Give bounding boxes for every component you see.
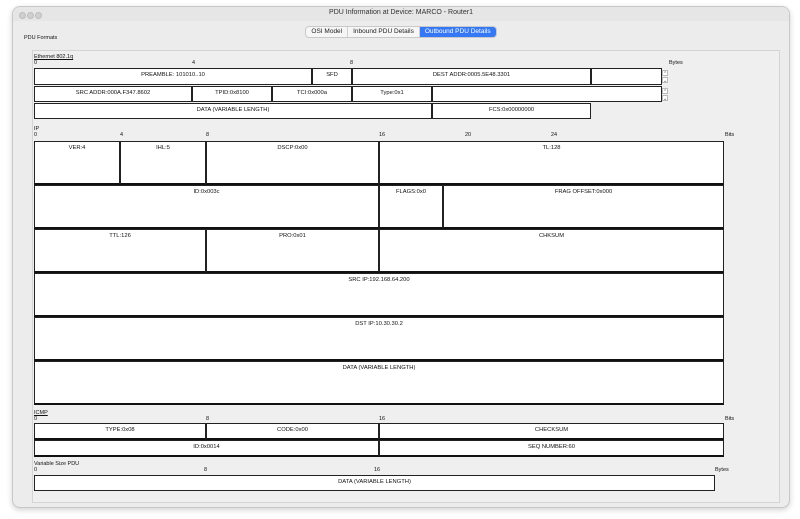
ethernet-row2-scroll-down-icon[interactable]: ⌄ [663,96,668,102]
tab-osi-model[interactable]: OSI Model [306,27,348,37]
ip-dscp-field: DSCP:0x00 [206,141,379,185]
ip-total-length-field: TL:128 [379,141,724,185]
tci-field: TCI:0x000a [272,86,352,102]
ip-ruler-4: 4 [120,132,124,138]
ip-src-ip-field: SRC IP:192.168.64.200 [34,273,724,317]
ip-data-field: DATA (VARIABLE LENGTH) [34,361,724,405]
icmp-code-field: CODE:0x00 [206,423,379,440]
variable-ruler-8: 8 [204,467,208,473]
ethernet-row1-scroll-down-icon[interactable]: ⌄ [663,78,668,84]
pdu-information-window [12,6,790,508]
ethernet-row2-continuation-field [432,86,662,102]
ip-ruler-20: 20 [465,132,472,138]
ip-ruler-24: 24 [551,132,558,138]
ethernet-ruler-8: 8 [350,60,354,66]
ip-ruler-16: 16 [379,132,386,138]
ip-dst-ip-field: DST IP:10.30.30.2 [34,317,724,361]
title-bar [13,7,789,21]
ip-protocol-field: PRO:0x01 [206,229,379,273]
icmp-ruler-16: 16 [379,416,386,422]
preamble-field: PREAMBLE: 101010..10 [34,68,312,85]
ip-flags-field: FLAGS:0x0 [379,185,443,229]
type-field: Type:0x1 [352,86,432,102]
ethernet-data-field: DATA (VARIABLE LENGTH) [34,103,432,119]
ethernet-row1-scroll-up-icon[interactable]: ⌃ [663,71,668,77]
variable-ruler-16: 16 [374,467,381,473]
tab-inbound-pdu-details[interactable]: Inbound PDU Details [348,27,420,37]
ip-unit: Bits [725,132,735,138]
variable-ruler-0: 0 [34,467,38,473]
ethernet-section-title: Ethernet 802.1q [34,54,74,60]
ethernet-row2-scroll-up-icon[interactable]: ⌃ [663,89,668,95]
icmp-ruler-0: 0 [34,416,38,422]
tab-outbound-pdu-details[interactable]: Outbound PDU Details [420,27,496,37]
tab-bar [13,26,789,38]
variable-unit: Bytes [715,467,729,473]
fcs-field: FCS:0x00000000 [432,103,591,119]
ethernet-ruler-0: 0 [34,60,38,66]
ip-id-field: ID:0x003c [34,185,379,229]
variable-data-field: DATA (VARIABLE LENGTH) [34,475,715,491]
icmp-checksum-field: CHECKSUM [379,423,724,440]
ip-ruler-0: 0 [34,132,38,138]
ip-section-title: IP [34,126,40,132]
sfd-field: SFD [312,68,352,85]
pdu-formats-label: PDU Formats [24,35,58,41]
tpid-field: TPID:0x8100 [192,86,272,102]
ip-ttl-field: TTL:126 [34,229,206,273]
dest-addr-continuation-field [591,68,662,85]
ip-ruler-8: 8 [206,132,210,138]
ip-checksum-field: CHKSUM [379,229,724,273]
icmp-section-title: ICMP [34,410,48,416]
ip-frag-offset-field: FRAG OFFSET:0x000 [443,185,724,229]
ip-ihl-field: IHL:5 [120,141,206,185]
ethernet-ruler-4: 4 [192,60,196,66]
icmp-ruler-8: 8 [206,416,210,422]
dest-addr-field: DEST ADDR:0005.5E48.3301 [352,68,591,85]
pdu-formats-panel [32,50,780,503]
window-title: PDU Information at Device: MARCO - Router1 [329,9,473,16]
ip-ver-field: VER:4 [34,141,120,185]
icmp-id-field: ID:0x0014 [34,440,379,457]
variable-pdu-section-title: Variable Size PDU [34,461,80,467]
icmp-seq-number-field: SEQ NUMBER:60 [379,440,724,457]
icmp-type-field: TYPE:0x08 [34,423,206,440]
icmp-unit: Bits [725,416,735,422]
src-addr-field: SRC ADDR:000A.F347.8602 [34,86,192,102]
ethernet-unit: Bytes [669,60,683,66]
